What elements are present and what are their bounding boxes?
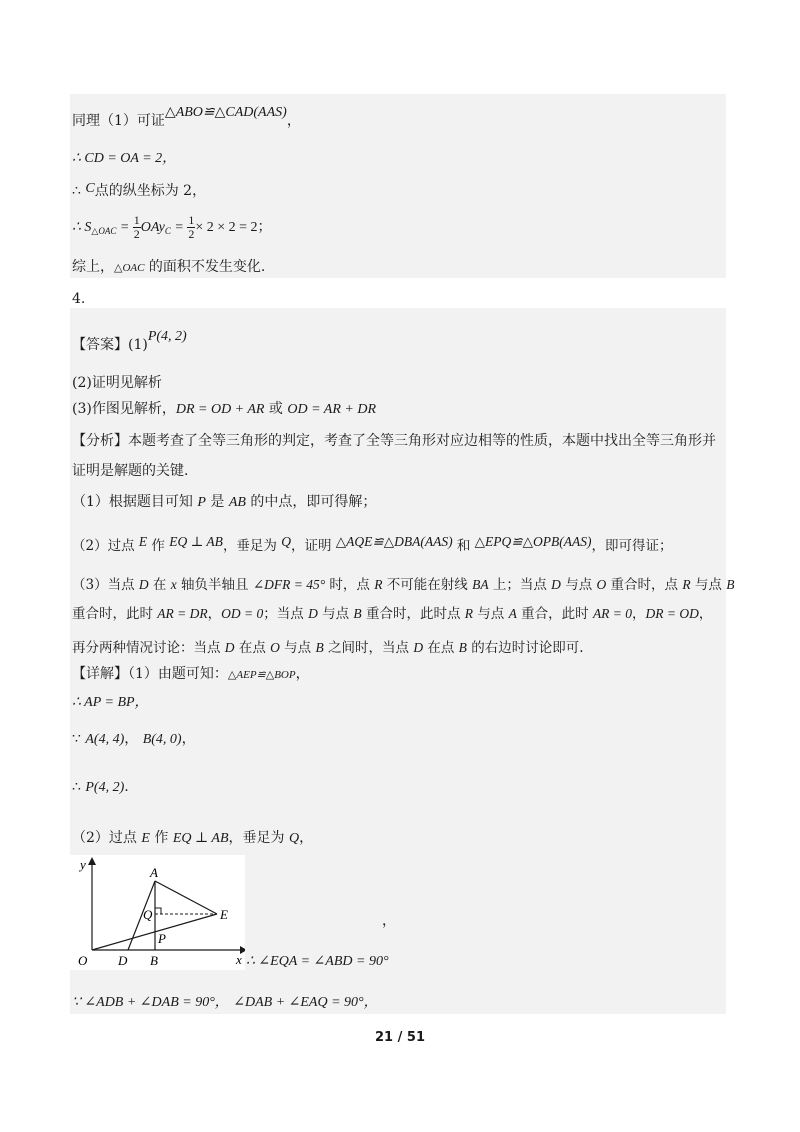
ana7-f: 在点 <box>423 640 459 656</box>
ana5-d3: D <box>551 577 561 592</box>
ana6-j: ， <box>698 606 713 622</box>
line4-sub: △OAC <box>91 226 117 236</box>
page-separator: / <box>397 1030 403 1045</box>
label-o: O <box>78 953 88 968</box>
ana5-o: O <box>596 577 607 592</box>
frac2-num: 1 <box>188 212 195 227</box>
det4-therefore: ∴ <box>72 779 81 795</box>
ana5-angle: ∠DFR = 45° <box>252 577 326 592</box>
label-d: D <box>118 953 128 968</box>
label-a: A <box>150 865 158 880</box>
line1-congruence: △ABO≌△CAD(AAS) <box>164 105 287 120</box>
answer-line-3 <box>72 400 376 419</box>
ana3-p: P <box>197 495 206 510</box>
ana7-e: 之间时，当点 <box>323 640 414 656</box>
analysis-line-5 <box>72 576 734 594</box>
det5-q: Q <box>288 831 300 846</box>
text-line-4 <box>72 210 272 248</box>
ana6-c: ；当点 <box>263 606 309 622</box>
question-number: 4. <box>72 291 86 307</box>
ana5-d2: 时，点 <box>325 577 375 593</box>
line3-c: C <box>85 181 95 196</box>
ana3-c: 的中点，即可得解； <box>245 494 377 510</box>
det3-point-b: B(4, 0) <box>142 732 182 747</box>
frac2-den: 2 <box>188 226 195 241</box>
ana7-bb: B <box>315 640 324 655</box>
analysis-line-7 <box>72 639 584 657</box>
ana5-a: （3）当点 <box>72 577 139 593</box>
det8-a: ∵ ∠ADB + ∠DAB = 90°， <box>72 995 229 1010</box>
label-q: Q <box>143 907 153 922</box>
ana6-m4: DR = OD <box>645 606 699 621</box>
det8-b: ∠DAB + ∠EAQ = 90°， <box>233 995 378 1010</box>
ana5-f: 上；当点 <box>488 577 552 593</box>
ana6-aa: A <box>508 606 517 621</box>
ana7-g: 的右边时讨论即可. <box>466 640 584 656</box>
page-total: 51 <box>406 1030 425 1045</box>
line4-eq1: = <box>116 220 133 235</box>
ana3-ab: AB <box>228 495 246 510</box>
det4-point-p: P(4, 2) <box>85 780 125 795</box>
ana5-c: 轴负半轴且 <box>176 577 253 593</box>
det5-b: 作 <box>149 830 173 846</box>
page-number <box>0 1030 800 1045</box>
ana6-bb: B <box>353 606 362 621</box>
ana3-a: （1）根据题目可知 <box>72 494 198 510</box>
ana6-a: 重合时，此时 <box>72 606 158 622</box>
text-line-5 <box>72 258 265 277</box>
answer-label: 【答案】(1) <box>72 337 148 353</box>
analysis-line-2: 证明是解题的关键. <box>72 463 189 479</box>
ana7-d: D <box>224 640 235 655</box>
det3-b: ， <box>124 731 139 747</box>
line1-prefix: 同理（1）可证 <box>72 113 165 129</box>
ana7-b: 在点 <box>234 640 271 656</box>
ana6-f: 重合时，此时点 <box>361 606 465 622</box>
det5-c: ，垂足为 <box>228 830 289 846</box>
ana7-d2: D <box>413 640 424 655</box>
detail-line-5 <box>72 829 313 848</box>
ana5-e: 不可能在射线 <box>382 577 473 593</box>
ana6-h: 重合，此时 <box>516 606 593 622</box>
answer3-prefix: (3)作图见解析， <box>72 401 176 417</box>
fraction-half-1 <box>133 214 141 241</box>
ana6-r: R <box>464 606 473 621</box>
text-line-3 <box>72 180 206 200</box>
analysis-line-1: 【分析】本题考查了全等三角形的判定，考查了全等三角形对应边相等的性质，本题中找出全等三角形并 <box>72 433 716 449</box>
answer3-or: 或 <box>264 401 288 417</box>
ana5-b2: B <box>726 577 735 592</box>
analysis-line-4 <box>72 533 672 555</box>
ana5-ba: BA <box>472 577 489 592</box>
answer-point: P(4, 2) <box>147 329 187 344</box>
ana4-e: E <box>138 534 148 549</box>
frac1-den: 2 <box>133 226 140 241</box>
line5-prefix: 综上， <box>72 259 114 275</box>
detail-line-6-comma: ， <box>382 913 396 929</box>
detail-line-7: ∴ ∠EQA = ∠ABD = 90° <box>246 954 389 969</box>
ana4-f: ，即可得证； <box>591 538 673 554</box>
line4-lead: ∴ S <box>72 220 92 235</box>
ana6-m2: OD = 0 <box>221 606 264 621</box>
ana5-b: 在 <box>148 577 171 593</box>
ana6-e: 与点 <box>317 606 354 622</box>
ana4-d: ，证明 <box>290 538 336 554</box>
detail-line-8 <box>72 993 378 1012</box>
det1-a: 【详解】（1）由题可知： <box>72 666 228 682</box>
label-e: E <box>220 907 228 922</box>
detail-line-3 <box>72 730 196 749</box>
label-p: P <box>158 931 166 946</box>
ana6-i: ， <box>632 606 646 622</box>
analysis-line-6 <box>72 605 712 623</box>
ana7-o: O <box>270 640 280 655</box>
geometry-figure <box>70 855 245 970</box>
line4-end: × 2 × 2 = 2； <box>195 220 272 235</box>
answer3-eq1: DR = OD + AR <box>175 402 265 417</box>
answer-line-1 <box>72 328 187 354</box>
ana5-h: 重合时，点 <box>606 577 683 593</box>
line3-therefore: ∴ <box>72 183 81 199</box>
ana5-x: x <box>170 577 177 592</box>
line4-eq2: = <box>170 220 188 235</box>
ana7-a: 再分两种情况讨论：当点 <box>72 640 225 656</box>
ana4-and: 和 <box>452 538 475 554</box>
det1-cong: △AEP≌△BOP <box>227 669 296 681</box>
det3-point-a: A(4, 4) <box>85 732 125 747</box>
det5-e: E <box>141 831 150 846</box>
line4-mid: OAy <box>140 220 165 235</box>
ana6-d: D <box>308 606 318 621</box>
label-x: x <box>236 952 242 967</box>
ana4-b: 作 <box>147 538 170 554</box>
label-b: B <box>150 953 158 968</box>
line1-end: ， <box>286 113 301 129</box>
det1-b: ， <box>295 666 310 682</box>
ana7-b2: B <box>458 640 467 655</box>
ana6-m3: AR = 0 <box>592 606 633 621</box>
text-line-1 <box>72 104 301 130</box>
analysis-line-3 <box>72 493 376 512</box>
line5-rest: 的面积不发生变化. <box>144 259 266 275</box>
ana5-r: R <box>374 577 383 592</box>
ana4-a: （2）过点 <box>72 538 139 554</box>
ana3-b: 是 <box>205 494 229 510</box>
det3-c: ， <box>181 731 196 747</box>
line5-math: △OAC <box>114 262 145 274</box>
ana6-m1: AR = DR <box>157 606 208 621</box>
ana4-cong1: △AQE≌△DBA(AAS) <box>335 534 453 549</box>
line4-sub2: C <box>164 226 171 236</box>
ana5-r2: R <box>682 577 691 592</box>
answer-line-2: (2)证明见解析 <box>72 375 162 391</box>
line3-rest: 点的纵坐标为 2， <box>94 183 207 199</box>
det4-b: . <box>124 779 129 795</box>
ana4-cong2: △EPQ≌△OPB(AAS) <box>474 534 592 549</box>
ana4-perp: EQ ⊥ AB <box>169 534 223 549</box>
det5-perp: EQ ⊥ AB <box>172 831 229 846</box>
detail-line-1 <box>72 665 310 684</box>
ana4-c: ，垂足为 <box>222 538 282 554</box>
label-y: y <box>80 857 86 872</box>
ana7-c: 与点 <box>279 640 316 656</box>
frac1-num: 1 <box>133 212 140 227</box>
det5-d: ， <box>299 830 314 846</box>
ana6-g: 与点 <box>473 606 509 622</box>
det3-because: ∵ <box>72 731 81 747</box>
text-line-2: ∴ CD = OA = 2， <box>72 151 177 166</box>
ana5-d: D <box>138 577 149 592</box>
ana5-i: 与点 <box>690 577 727 593</box>
ana6-b: ， <box>207 606 222 622</box>
page-current: 21 <box>375 1030 394 1045</box>
detail-line-4 <box>72 778 129 797</box>
ana5-g: 与点 <box>560 577 597 593</box>
det5-a: （2）过点 <box>72 830 142 846</box>
detail-line-2: ∴ AP = BP， <box>72 695 149 710</box>
answer3-eq2: OD = AR + DR <box>287 402 377 417</box>
ana4-q: Q <box>281 534 291 549</box>
